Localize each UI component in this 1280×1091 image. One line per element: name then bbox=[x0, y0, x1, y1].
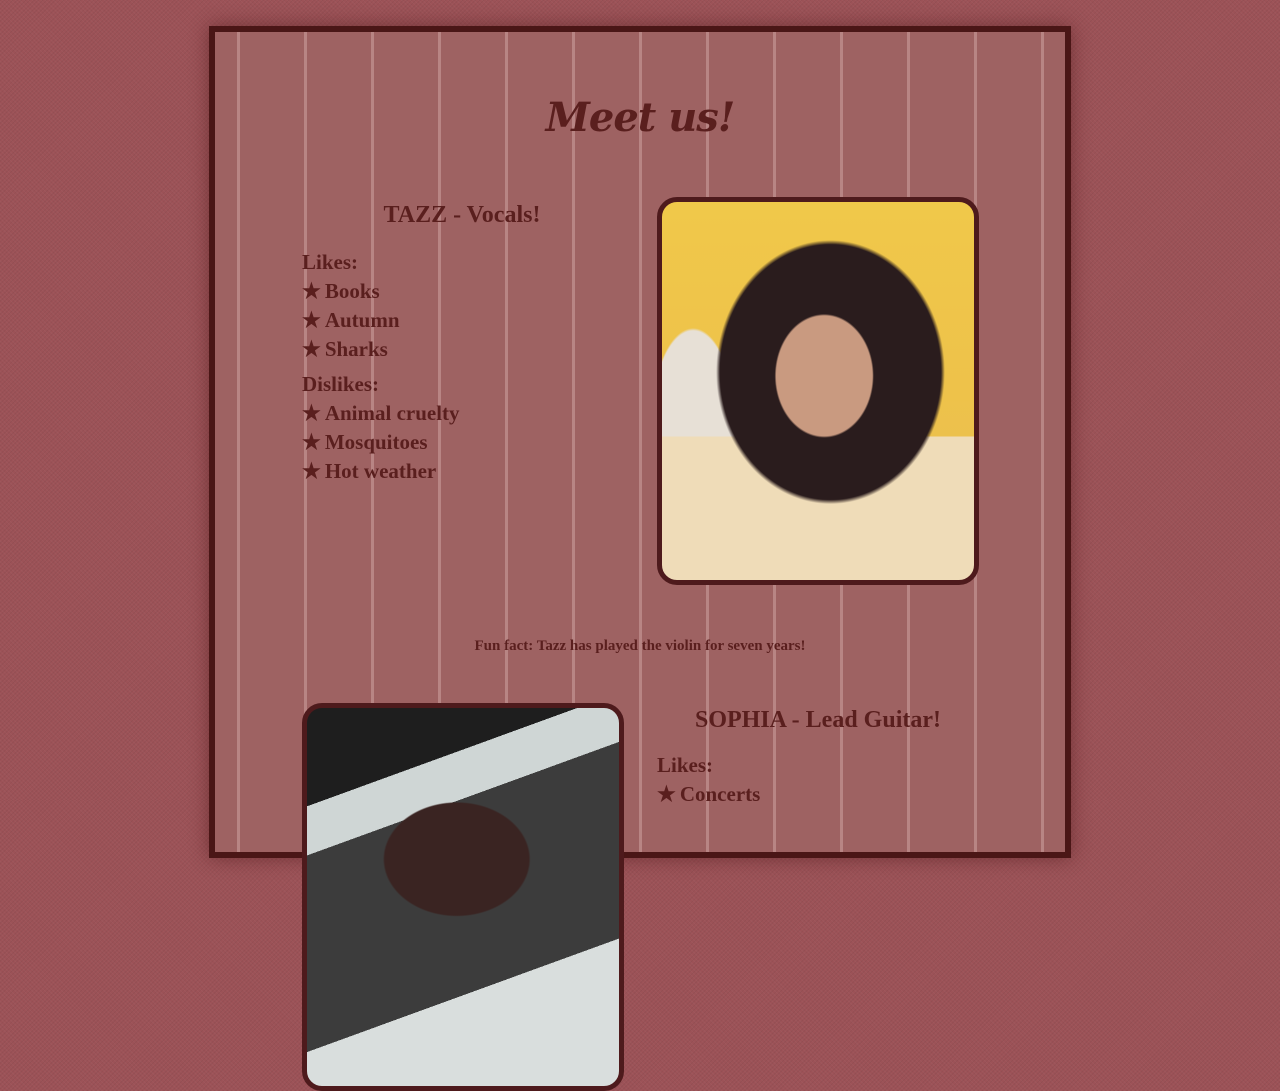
list-item: ★ Autumn bbox=[302, 308, 400, 332]
list-item: ★ Concerts bbox=[657, 782, 761, 806]
likes-label: Likes: bbox=[657, 753, 714, 777]
list-item: ★ Books bbox=[302, 279, 380, 303]
star-icon: ★ bbox=[657, 782, 676, 806]
star-icon: ★ bbox=[302, 430, 321, 454]
star-icon: ★ bbox=[302, 279, 321, 303]
member-photo-tazz bbox=[657, 197, 979, 585]
member-photo-sophia bbox=[302, 703, 624, 1091]
dislikes-label: Dislikes: bbox=[302, 372, 380, 396]
member-heading-tazz: TAZZ - Vocals! bbox=[383, 202, 541, 228]
star-icon: ★ bbox=[302, 308, 321, 332]
list-item: ★ Mosquitoes bbox=[302, 430, 428, 454]
list-item: ★ Sharks bbox=[302, 337, 388, 361]
list-item: ★ Hot weather bbox=[302, 459, 437, 483]
likes-label: Likes: bbox=[302, 250, 359, 274]
member-info-sophia bbox=[657, 751, 977, 815]
member-heading-sophia: SOPHIA - Lead Guitar! bbox=[694, 707, 941, 733]
page-title: Meet us! bbox=[545, 94, 735, 141]
likes-group bbox=[302, 248, 622, 364]
star-icon: ★ bbox=[302, 459, 321, 483]
likes-group bbox=[657, 751, 977, 809]
dislikes-group bbox=[302, 370, 622, 486]
star-icon: ★ bbox=[302, 337, 321, 361]
member-info-tazz bbox=[302, 248, 622, 492]
star-icon: ★ bbox=[302, 401, 321, 425]
list-item: ★ Animal cruelty bbox=[302, 401, 460, 425]
content-panel bbox=[209, 26, 1071, 858]
fun-fact: Fun fact: Tazz has played the violin for seven years! bbox=[474, 638, 806, 654]
